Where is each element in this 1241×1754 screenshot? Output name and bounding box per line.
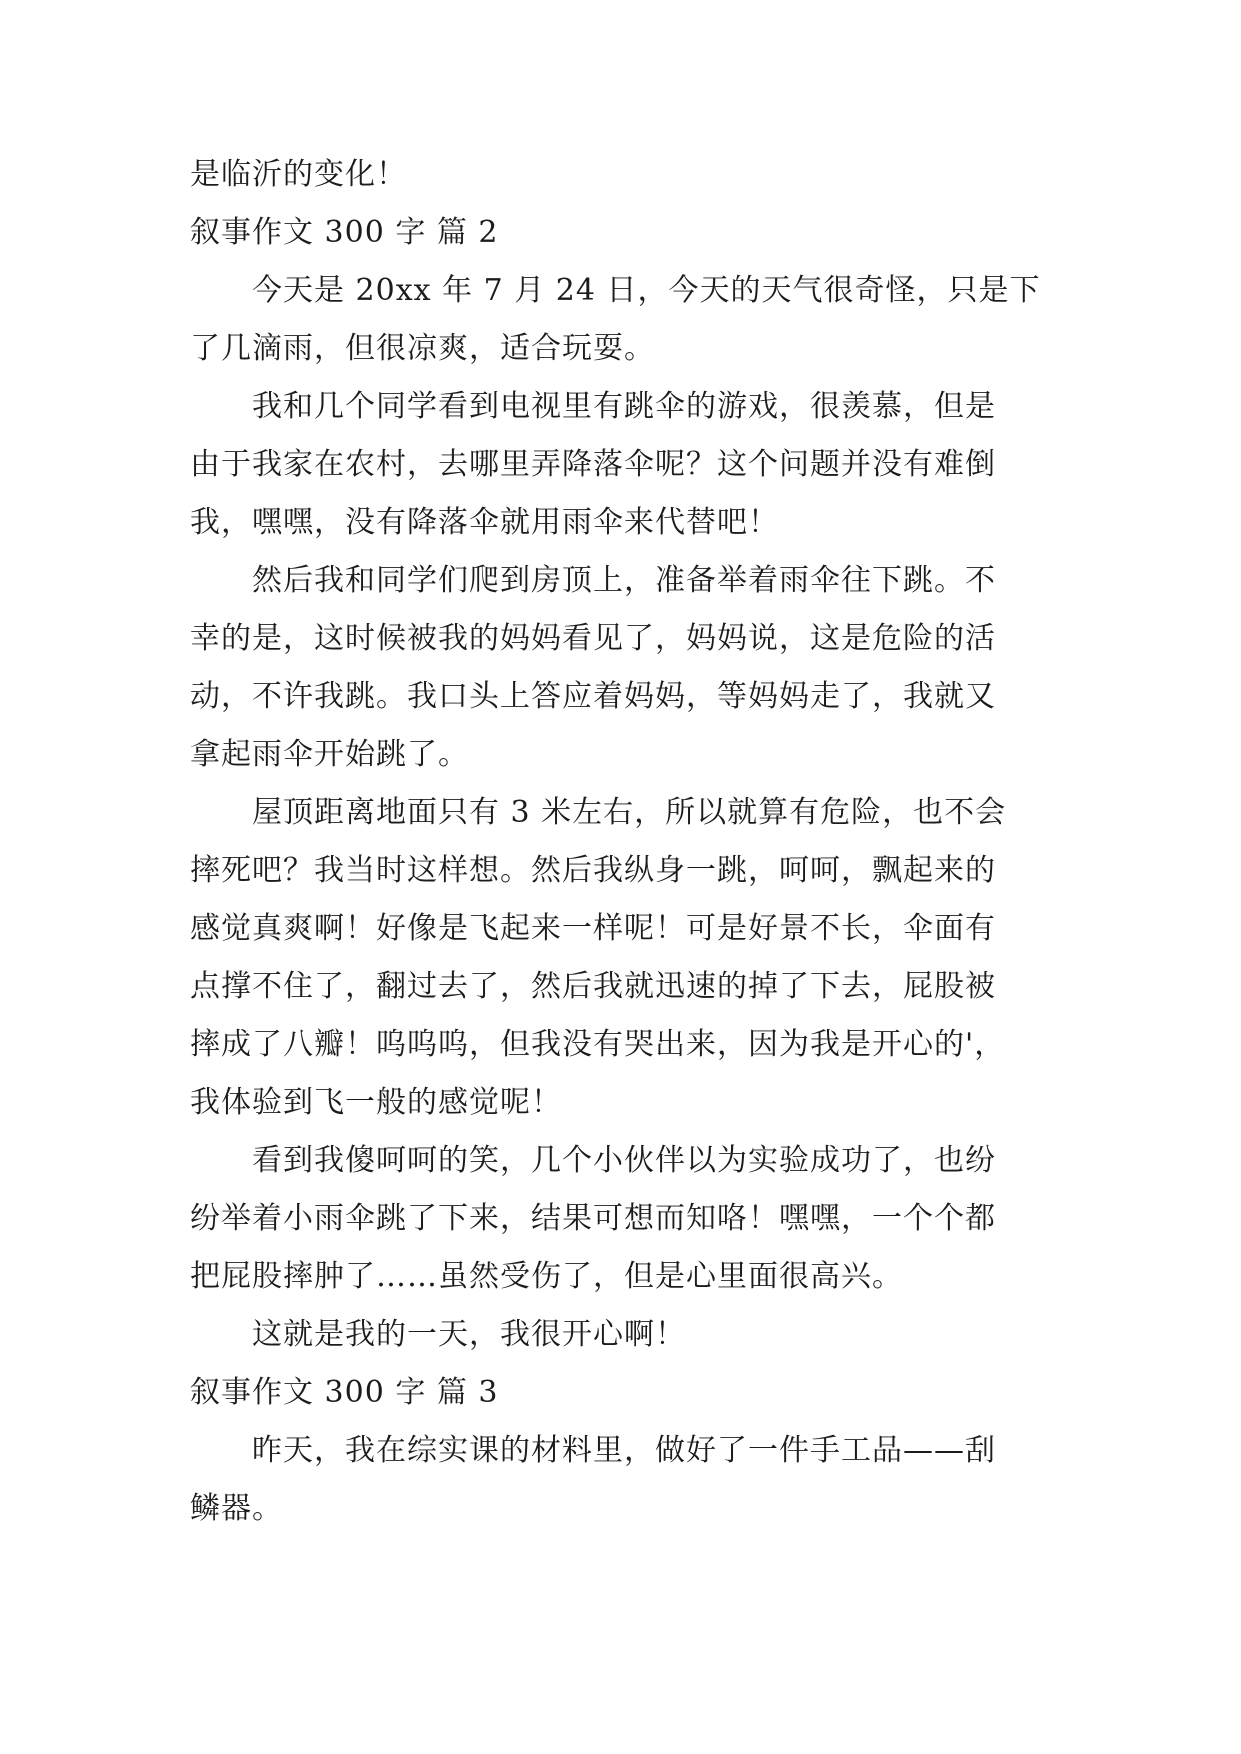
section-heading: 叙事作文 300 字 篇 2 — [190, 215, 499, 250]
paragraph-line: 我和几个同学看到电视里有跳伞的游戏，很羡慕，但是 — [252, 389, 996, 424]
paragraph-line: 我，嘿嘿，没有降落伞就用雨伞来代替吧！ — [190, 505, 779, 540]
paragraph-line: 点撑不住了，翻过去了，然后我就迅速的掉了下去，屁股被 — [190, 969, 996, 1004]
paragraph-line: 拿起雨伞开始跳了。 — [190, 737, 469, 772]
paragraph-line: 感觉真爽啊！好像是飞起来一样呢！可是好景不长，伞面有 — [190, 911, 996, 946]
paragraph-line: 幸的是，这时候被我的妈妈看见了，妈妈说，这是危险的活 — [190, 621, 996, 656]
section-heading: 叙事作文 300 字 篇 3 — [190, 1375, 499, 1410]
intro-tail-line: 是临沂的变化！ — [190, 157, 407, 192]
paragraph-line: 然后我和同学们爬到房顶上，准备举着雨伞往下跳。不 — [252, 563, 996, 598]
paragraph — [190, 1422, 1058, 1538]
paragraph-line: 鳞器。 — [190, 1491, 283, 1526]
paragraph — [190, 378, 1058, 552]
paragraph — [190, 552, 1058, 784]
paragraph-line: 摔死吧？我当时这样想。然后我纵身一跳，呵呵，飘起来的 — [190, 853, 996, 888]
paragraph-line: 我体验到飞一般的感觉呢！ — [190, 1085, 562, 1120]
paragraph-line: 今天是 20xx 年 7 月 24 日，今天的天气很奇怪，只是下 — [252, 273, 1041, 308]
paragraph-line: 由于我家在农村，去哪里弄降落伞呢？这个问题并没有难倒 — [190, 447, 996, 482]
paragraph-line: 看到我傻呵呵的笑，几个小伙伴以为实验成功了，也纷 — [252, 1143, 996, 1178]
paragraph-line: 摔成了八瓣！呜呜呜，但我没有哭出来，因为我是开心的'， — [190, 1027, 1006, 1062]
paragraph-line: 昨天，我在综实课的材料里，做好了一件手工品——刮 — [252, 1433, 996, 1468]
paragraph-line: 动，不许我跳。我口头上答应着妈妈，等妈妈走了，我就又 — [190, 679, 996, 714]
paragraph-line: 纷举着小雨伞跳了下来，结果可想而知咯！嘿嘿，一个个都 — [190, 1201, 996, 1236]
document-body — [190, 146, 1058, 1538]
paragraph — [190, 1306, 1058, 1364]
paragraph — [190, 262, 1058, 378]
paragraph-line: 了几滴雨，但很凉爽，适合玩耍。 — [190, 331, 655, 366]
paragraph-line: 把屁股摔肿了……虽然受伤了，但是心里面很高兴。 — [190, 1259, 903, 1294]
paragraph-line: 屋顶距离地面只有 3 米左右，所以就算有危险，也不会 — [252, 795, 1007, 830]
paragraph — [190, 1132, 1058, 1306]
paragraph — [190, 784, 1058, 1132]
paragraph-line: 这就是我的一天，我很开心啊！ — [252, 1317, 686, 1352]
